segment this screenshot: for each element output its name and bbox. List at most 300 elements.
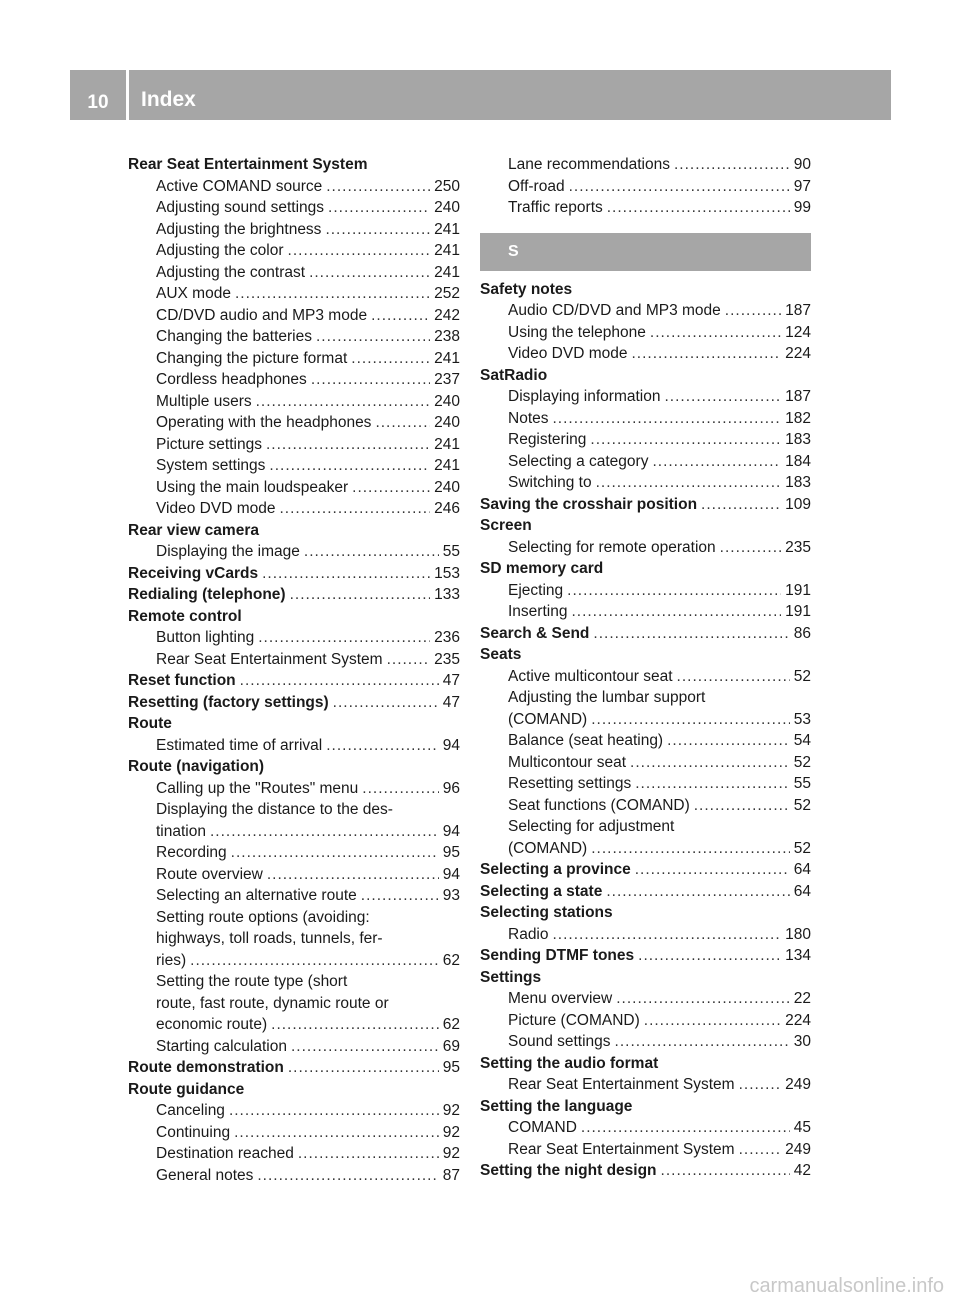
- dot-leader: [311, 369, 430, 391]
- index-subentry: [128, 498, 460, 520]
- page-reference[interactable]: 184: [785, 452, 811, 470]
- page-reference[interactable]: 182: [785, 409, 811, 427]
- dot-leader: [298, 1143, 439, 1165]
- index-entry: [128, 563, 460, 585]
- index-entry: [128, 584, 460, 606]
- dot-leader: [635, 773, 790, 795]
- entry-label: tination: [156, 822, 206, 840]
- entry-label: Destination reached: [156, 1145, 294, 1162]
- entry-label: Adjusting the lumbar support: [508, 689, 706, 706]
- index-subentry: [480, 472, 811, 494]
- index-subentry: [128, 971, 460, 993]
- index-entry: [128, 692, 460, 714]
- page-reference[interactable]: 90: [793, 156, 811, 173]
- entry-label: COMAND: [508, 1119, 577, 1136]
- page-reference[interactable]: 94: [442, 822, 460, 840]
- dot-leader: [581, 1117, 790, 1139]
- entry-label: Changing the batteries: [156, 328, 312, 345]
- entry-label: Using the telephone: [508, 323, 646, 341]
- page-reference[interactable]: 92: [442, 1102, 460, 1119]
- page-number: 10: [70, 70, 126, 120]
- index-subentry: [480, 752, 811, 774]
- dot-leader: [288, 1057, 439, 1079]
- page-reference[interactable]: 241: [434, 263, 460, 281]
- page-reference[interactable]: 235: [785, 538, 811, 556]
- dot-leader: [258, 627, 430, 649]
- entry-label: Remote control: [128, 607, 242, 625]
- entry-label: Redialing (telephone): [128, 586, 286, 603]
- page-reference[interactable]: 124: [785, 323, 811, 341]
- page-reference[interactable]: 92: [442, 1145, 460, 1162]
- entry-label: General notes: [156, 1166, 254, 1184]
- entry-label: Screen: [480, 517, 532, 534]
- index-list-right: [480, 279, 811, 1182]
- index-subentry: [128, 455, 460, 477]
- dot-leader: [631, 343, 781, 365]
- letter-section-header: S: [480, 233, 811, 271]
- entry-label: Setting the audio format: [480, 1054, 659, 1072]
- page-reference[interactable]: 69: [442, 1037, 460, 1055]
- entry-label: Setting the language: [480, 1097, 633, 1115]
- page-reference[interactable]: 86: [793, 624, 811, 642]
- entry-label: Rear Seat Entertainment System: [508, 1140, 735, 1158]
- entry-label: Route demonstration: [128, 1059, 284, 1076]
- entry-label: Seats: [480, 646, 522, 663]
- page-reference[interactable]: 92: [442, 1123, 460, 1141]
- page-reference[interactable]: 55: [442, 543, 460, 560]
- page-reference[interactable]: 187: [785, 388, 811, 405]
- index-subentry: [128, 993, 460, 1015]
- page-reference[interactable]: 99: [793, 199, 811, 216]
- entry-label: Picture (COMAND): [508, 1011, 640, 1029]
- entry-label: Reset function: [128, 672, 236, 689]
- entry-label: Adjusting the color: [156, 242, 284, 259]
- page-reference[interactable]: 183: [785, 474, 811, 491]
- dot-leader: [325, 219, 430, 241]
- page-reference[interactable]: 238: [434, 328, 460, 345]
- page-reference[interactable]: 241: [434, 349, 460, 367]
- page-reference[interactable]: 250: [434, 177, 460, 195]
- dot-leader: [262, 563, 430, 585]
- index-subentry: [128, 1014, 460, 1036]
- page-reference[interactable]: 224: [785, 345, 811, 362]
- index-subentry: [480, 730, 811, 752]
- page-reference[interactable]: 224: [785, 1011, 811, 1029]
- page-reference[interactable]: 52: [793, 839, 811, 857]
- page-reference[interactable]: 249: [785, 1140, 811, 1158]
- index-entry: [480, 881, 811, 903]
- index-list-left: [128, 154, 460, 1186]
- dot-leader: [256, 391, 431, 413]
- index-column-left: [128, 154, 460, 1186]
- entry-label: Resetting (factory settings): [128, 693, 329, 711]
- dot-leader: [569, 176, 790, 198]
- index-entry: [480, 515, 811, 537]
- dot-leader: [638, 945, 781, 967]
- dot-leader: [326, 735, 439, 757]
- index-subentry: [128, 1165, 460, 1187]
- dot-leader: [667, 730, 790, 752]
- page-reference[interactable]: 93: [442, 887, 460, 904]
- index-entry: [480, 967, 811, 989]
- entry-label: Selecting a state: [480, 882, 603, 900]
- entry-label: Radio: [508, 925, 549, 943]
- dot-leader: [694, 795, 790, 817]
- entry-label: Rear Seat Entertainment System: [128, 156, 368, 173]
- index-entry: [128, 1079, 460, 1101]
- index-subentry: [128, 1143, 460, 1165]
- dot-leader: [304, 541, 439, 563]
- index-subentry: [128, 885, 460, 907]
- dot-leader: [266, 434, 430, 456]
- dot-leader: [240, 670, 439, 692]
- entry-label: Video DVD mode: [156, 500, 276, 517]
- index-entry: [480, 279, 811, 301]
- page-reference[interactable]: 191: [785, 603, 811, 620]
- page-reference[interactable]: 96: [442, 779, 460, 797]
- index-subentry: [480, 197, 811, 219]
- dot-leader: [739, 1139, 782, 1161]
- page-reference[interactable]: 62: [442, 951, 460, 969]
- index-entry: [128, 606, 460, 628]
- entry-label: Displaying the distance to the des-: [156, 801, 393, 818]
- index-subentry: [128, 1122, 460, 1144]
- index-subentry: [128, 1036, 460, 1058]
- dot-leader: [591, 838, 790, 860]
- entry-label: Selecting stations: [480, 904, 613, 921]
- entry-label: Setting the route type (short: [156, 973, 348, 990]
- index-list-right-top: [480, 154, 811, 219]
- dot-leader: [362, 778, 438, 800]
- index-entry: [480, 623, 811, 645]
- entry-label: Setting route options (avoiding:: [156, 908, 370, 926]
- page-reference[interactable]: 64: [793, 861, 811, 878]
- index-subentry: [480, 343, 811, 365]
- dot-leader: [387, 649, 431, 671]
- entry-label: Adjusting the brightness: [156, 220, 322, 238]
- index-entry: [480, 644, 811, 666]
- index-column-right: [480, 154, 811, 1182]
- dot-leader: [288, 240, 431, 262]
- index-entry: [128, 154, 460, 176]
- dot-leader: [234, 1122, 439, 1144]
- entry-label: Calling up the "Routes" menu: [156, 779, 359, 797]
- page-reference[interactable]: 187: [785, 302, 811, 319]
- entry-label: Traffic reports: [508, 199, 603, 216]
- page-reference[interactable]: 52: [793, 667, 811, 685]
- page-reference[interactable]: 235: [434, 650, 460, 668]
- index-subentry: [480, 1117, 811, 1139]
- page-reference[interactable]: 55: [793, 775, 811, 792]
- page-reference[interactable]: 94: [442, 865, 460, 883]
- entry-label: Displaying the image: [156, 543, 300, 560]
- dot-leader: [316, 326, 430, 348]
- index-subentry: [480, 924, 811, 946]
- entry-label: Starting calculation: [156, 1037, 287, 1055]
- entry-label: System settings: [156, 457, 266, 474]
- index-subentry: [128, 477, 460, 499]
- entry-label: Rear view camera: [128, 521, 259, 539]
- page-reference[interactable]: 54: [793, 732, 811, 749]
- page-reference[interactable]: 240: [434, 478, 460, 496]
- entry-label: Route (navigation): [128, 758, 265, 775]
- index-subentry: [480, 1074, 811, 1096]
- page-reference[interactable]: 191: [785, 581, 811, 599]
- entry-label: economic route): [156, 1016, 268, 1033]
- index-subentry: [480, 176, 811, 198]
- index-subentry: [128, 305, 460, 327]
- dot-leader: [333, 692, 439, 714]
- dot-leader: [279, 498, 430, 520]
- dot-leader: [326, 176, 430, 198]
- dot-leader: [701, 494, 781, 516]
- page-reference[interactable]: 133: [434, 586, 460, 603]
- dot-leader: [739, 1074, 782, 1096]
- page-reference[interactable]: 95: [442, 1059, 460, 1076]
- index-subentry: [480, 773, 811, 795]
- dot-leader: [567, 580, 781, 602]
- entry-label: Adjusting sound settings: [156, 199, 325, 216]
- page-reference[interactable]: 42: [793, 1162, 811, 1179]
- entry-label: Route: [128, 715, 172, 732]
- dot-leader: [571, 601, 781, 623]
- index-subentry: [128, 907, 460, 929]
- page-reference[interactable]: 30: [793, 1033, 811, 1050]
- dot-leader: [630, 752, 790, 774]
- index-subentry: [480, 386, 811, 408]
- page-reference[interactable]: 22: [793, 990, 811, 1007]
- index-entry: [128, 670, 460, 692]
- entry-label: Estimated time of arrival: [156, 736, 323, 754]
- dot-leader: [591, 709, 790, 731]
- page-reference[interactable]: 109: [785, 495, 811, 513]
- index-entry: [480, 945, 811, 967]
- entry-label: Selecting for adjustment: [508, 818, 675, 835]
- entry-label: Cordless headphones: [156, 371, 307, 388]
- entry-label: Saving the crosshair position: [480, 495, 698, 513]
- index-subentry: [128, 649, 460, 671]
- entry-label: Using the main loudspeaker: [156, 478, 349, 496]
- index-subentry: [128, 1100, 460, 1122]
- dot-leader: [644, 1010, 781, 1032]
- entry-label: ries): [156, 951, 187, 969]
- page-reference[interactable]: 94: [442, 736, 460, 754]
- dot-leader: [674, 154, 790, 176]
- entry-label: highways, toll roads, tunnels, fer-: [156, 930, 383, 947]
- entry-label: Active multicontour seat: [508, 667, 673, 685]
- index-subentry: [128, 369, 460, 391]
- entry-label: Seat functions (COMAND): [508, 796, 690, 814]
- index-subentry: [480, 537, 811, 559]
- entry-label: Sound settings: [508, 1033, 611, 1050]
- page-reference[interactable]: 240: [434, 392, 460, 410]
- entry-label: Resetting settings: [508, 775, 632, 792]
- dot-leader: [190, 950, 439, 972]
- entry-label: SD memory card: [480, 560, 604, 577]
- page-reference[interactable]: 153: [434, 564, 460, 582]
- entry-label: Off-road: [508, 177, 565, 195]
- page-reference[interactable]: 240: [434, 199, 460, 216]
- dot-leader: [271, 1014, 439, 1036]
- index-subentry: [480, 429, 811, 451]
- index-subentry: [480, 451, 811, 473]
- page-reference[interactable]: 241: [434, 242, 460, 259]
- entry-label: SatRadio: [480, 366, 548, 384]
- dot-leader: [351, 348, 430, 370]
- page-reference[interactable]: 53: [793, 710, 811, 728]
- index-subentry: [480, 1139, 811, 1161]
- index-subentry: [128, 348, 460, 370]
- page-reference[interactable]: 236: [434, 629, 460, 646]
- dot-leader: [553, 408, 782, 430]
- page-reference[interactable]: 252: [434, 285, 460, 302]
- entry-label: AUX mode: [156, 285, 231, 302]
- entry-label: Receiving vCards: [128, 564, 259, 582]
- index-subentry: [128, 950, 460, 972]
- page-reference[interactable]: 47: [442, 693, 460, 711]
- entry-label: Search & Send: [480, 624, 590, 642]
- dot-leader: [267, 864, 439, 886]
- index-subentry: [128, 434, 460, 456]
- page-reference[interactable]: 47: [442, 672, 460, 689]
- entry-label: Rear Seat Entertainment System: [156, 650, 383, 668]
- entry-label: Multicontour seat: [508, 753, 627, 771]
- watermark: carmanualsonline.info: [749, 1275, 944, 1297]
- dot-leader: [593, 623, 789, 645]
- page-reference[interactable]: 52: [793, 753, 811, 771]
- entry-label: (COMAND): [508, 839, 588, 857]
- index-subentry: [128, 799, 460, 821]
- entry-label: Settings: [480, 968, 542, 986]
- index-entry: [128, 520, 460, 542]
- index-subentry: [480, 580, 811, 602]
- index-subentry: [480, 300, 811, 322]
- page-reference[interactable]: 180: [785, 925, 811, 943]
- page-reference[interactable]: 62: [442, 1016, 460, 1033]
- index-subentry: [128, 412, 460, 434]
- entry-label: Lane recommendations: [508, 156, 670, 173]
- index-subentry: [128, 928, 460, 950]
- index-subentry: [480, 816, 811, 838]
- dot-leader: [720, 537, 781, 559]
- index-subentry: [128, 541, 460, 563]
- entry-label: Rear Seat Entertainment System: [508, 1076, 735, 1093]
- dot-leader: [257, 1165, 438, 1187]
- page-reference[interactable]: 97: [793, 177, 811, 195]
- entry-label: Sending DTMF tones: [480, 947, 635, 964]
- index-subentry: [480, 709, 811, 731]
- entry-label: Adjusting the contrast: [156, 263, 306, 281]
- entry-label: Selecting a category: [508, 452, 649, 470]
- page-reference[interactable]: 242: [434, 306, 460, 324]
- index-subentry: [480, 601, 811, 623]
- dot-leader: [291, 1036, 439, 1058]
- index-entry: [480, 859, 811, 881]
- entry-label: Switching to: [508, 474, 592, 491]
- page-reference[interactable]: 240: [434, 414, 460, 431]
- entry-label: Audio CD/DVD and MP3 mode: [508, 302, 721, 319]
- dot-leader: [229, 1100, 439, 1122]
- entry-label: (COMAND): [508, 710, 588, 728]
- dot-leader: [371, 305, 430, 327]
- page-reference[interactable]: 52: [793, 796, 811, 814]
- entry-label: Setting the night design: [480, 1162, 657, 1179]
- entry-label: route, fast route, dynamic route or: [156, 994, 389, 1012]
- section-title: Index: [129, 70, 891, 120]
- index-subentry: [128, 219, 460, 241]
- page-reference[interactable]: 241: [434, 220, 460, 238]
- index-subentry: [480, 795, 811, 817]
- dot-leader: [615, 1031, 790, 1053]
- index-subentry: [480, 154, 811, 176]
- dot-leader: [677, 666, 790, 688]
- index-subentry: [480, 838, 811, 860]
- page-reference[interactable]: 134: [785, 947, 811, 964]
- dot-leader: [309, 262, 430, 284]
- entry-label: Selecting an alternative route: [156, 887, 357, 904]
- index-subentry: [480, 666, 811, 688]
- dot-leader: [635, 859, 790, 881]
- index-entry: [128, 713, 460, 735]
- entry-label: Multiple users: [156, 392, 252, 410]
- index-entry: [480, 558, 811, 580]
- dot-leader: [616, 988, 790, 1010]
- entry-label: Operating with the headphones: [156, 414, 372, 431]
- dot-leader: [590, 429, 781, 451]
- index-subentry: [128, 391, 460, 413]
- index-subentry: [128, 627, 460, 649]
- index-subentry: [480, 1010, 811, 1032]
- page-reference[interactable]: 249: [785, 1076, 811, 1093]
- entry-label: Recording: [156, 844, 227, 861]
- entry-label: Changing the picture format: [156, 349, 348, 367]
- page-reference[interactable]: 183: [785, 431, 811, 448]
- page-reference[interactable]: 246: [434, 500, 460, 517]
- entry-label: Continuing: [156, 1123, 231, 1141]
- page-reference[interactable]: 241: [434, 435, 460, 453]
- index-subentry: [128, 197, 460, 219]
- dot-leader: [606, 881, 789, 903]
- index-subentry: [128, 842, 460, 864]
- dot-leader: [210, 821, 439, 843]
- page-reference[interactable]: 241: [434, 457, 460, 474]
- dot-leader: [596, 472, 782, 494]
- entry-label: Ejecting: [508, 581, 564, 599]
- index-subentry: [128, 735, 460, 757]
- index-subentry: [480, 1031, 811, 1053]
- page-reference[interactable]: 87: [442, 1166, 460, 1184]
- index-subentry: [128, 778, 460, 800]
- page-reference[interactable]: 64: [793, 882, 811, 900]
- entry-label: Registering: [508, 431, 587, 448]
- index-entry: [128, 756, 460, 778]
- dot-leader: [231, 842, 439, 864]
- entry-label: CD/DVD audio and MP3 mode: [156, 306, 368, 324]
- page-reference[interactable]: 45: [793, 1119, 811, 1136]
- dot-leader: [361, 885, 439, 907]
- index-subentry: [480, 687, 811, 709]
- page-reference[interactable]: 237: [434, 371, 460, 388]
- index-subentry: [128, 864, 460, 886]
- entry-label: Selecting a province: [480, 861, 631, 878]
- entry-label: Button lighting: [156, 629, 255, 646]
- dot-leader: [235, 283, 430, 305]
- entry-label: Route overview: [156, 865, 263, 883]
- index-subentry: [480, 988, 811, 1010]
- page-reference[interactable]: 95: [442, 844, 460, 861]
- dot-leader: [553, 924, 782, 946]
- index-subentry: [128, 283, 460, 305]
